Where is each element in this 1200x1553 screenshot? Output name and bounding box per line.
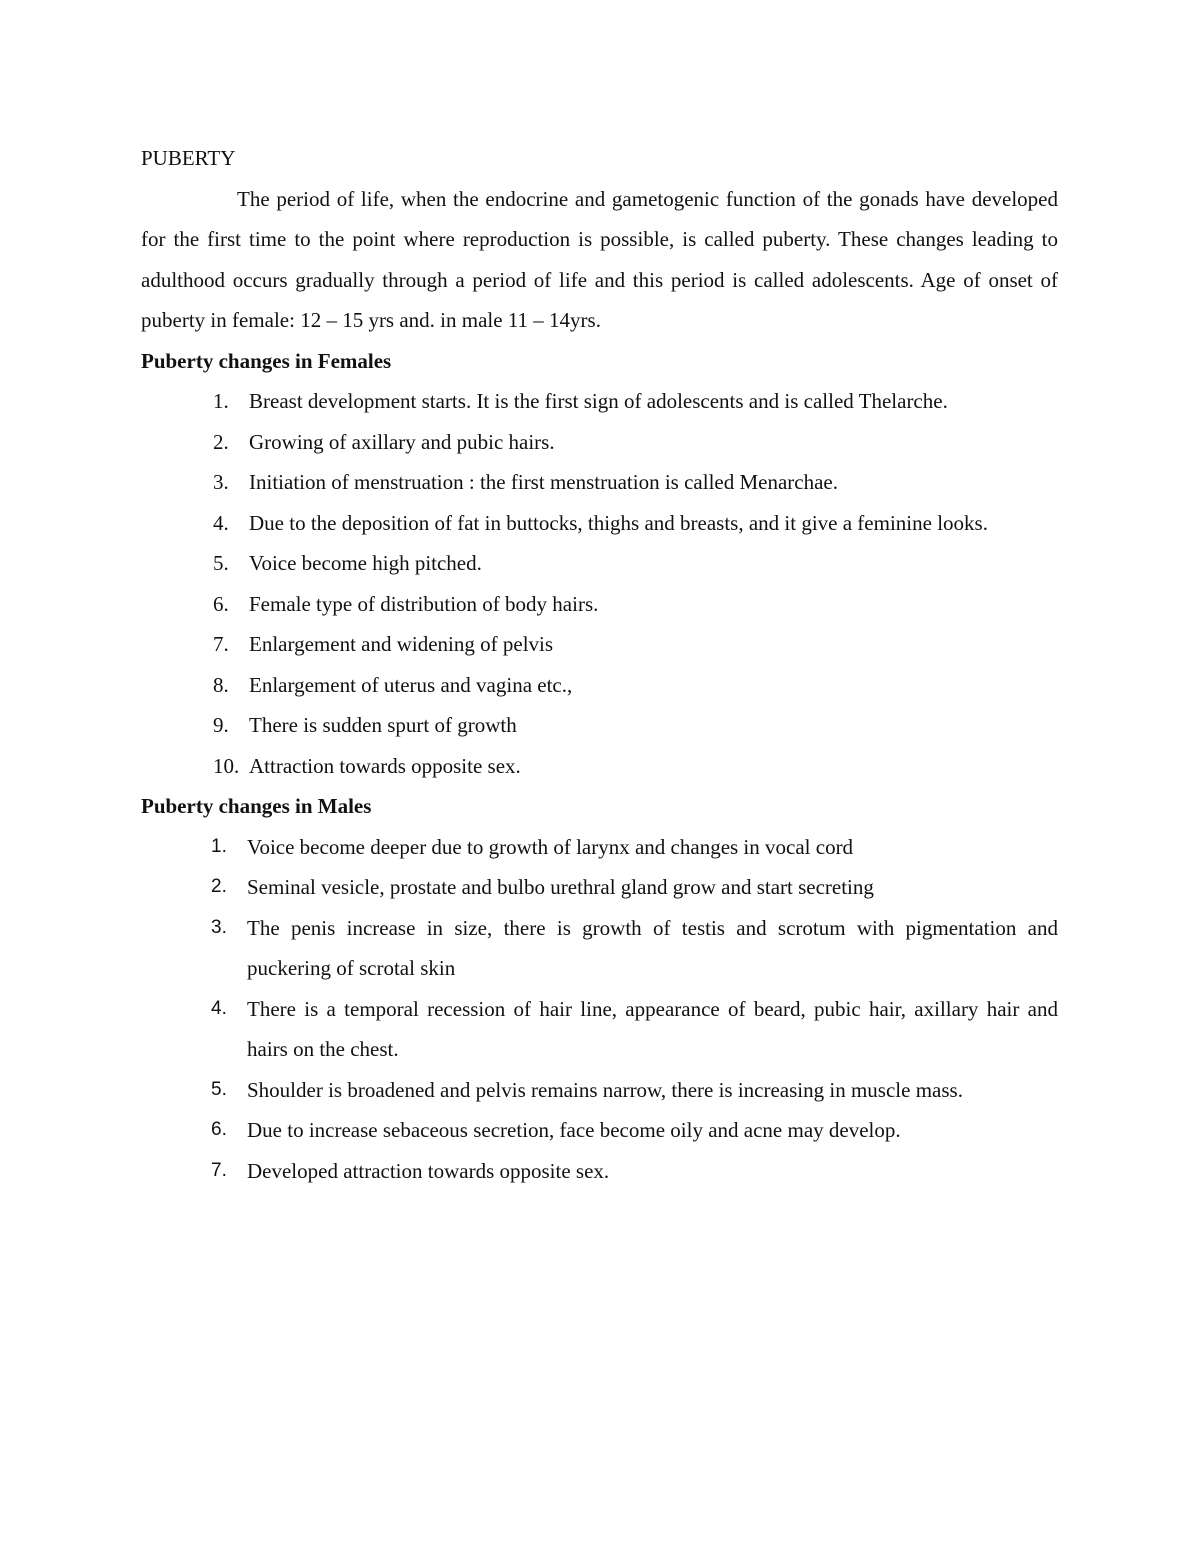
intro-paragraph: The period of life, when the endocrine and gametogenic function of the gonads have developed for the first time to the point where reproduction is possible, is called puberty. These changes leading to adulthood occurs gradually through a period of life and this period is called adolescents. Age of onset of puberty in female: 12 – 15 yrs and. in male 11 – 14yrs. — [141, 186, 1058, 332]
males-heading: Puberty changes in Males — [141, 794, 372, 818]
list-item — [141, 867, 1058, 908]
list-item — [141, 584, 1058, 625]
list-item-text: There is sudden spurt of growth — [249, 713, 517, 737]
list-item-number: 1. — [213, 389, 229, 413]
list-item-text: Breast development starts. It is the first sign of adolescents and is called Thelarche. — [249, 389, 948, 413]
females-list — [141, 381, 1058, 786]
list-item-number: 9. — [213, 713, 229, 737]
list-item-text: Enlargement of uterus and vagina etc., — [249, 672, 573, 697]
list-item-number: 5. — [213, 551, 229, 575]
list-item-text: There is a temporal recession of hair line, appearance of beard, pubic hair, axillary hair and hairs on the chest. — [247, 996, 1058, 1061]
list-item-number: 8. — [213, 672, 229, 697]
list-item-number: 1. — [211, 835, 227, 857]
list-item — [141, 624, 1058, 665]
list-item-number: 2. — [213, 429, 229, 454]
list-item-text: The penis increase in size, there is growth of testis and scrotum with pigmentation and puckering of scrotal skin — [247, 915, 1058, 980]
list-item — [141, 705, 1058, 746]
list-item-text: Developed attraction towards opposite sex. — [247, 1158, 610, 1183]
list-item-text: Female type of distribution of body hairs. — [249, 591, 599, 616]
list-item-text: Growing of axillary and pubic hairs. — [249, 429, 555, 454]
list-item-text: Voice become deeper due to growth of larynx and changes in vocal cord — [247, 834, 854, 859]
list-item-text: Seminal vesicle, prostate and bulbo urethral gland grow and start secreting — [247, 875, 874, 899]
list-item-text: Initiation of menstruation : the first menstruation is called Menarchae. — [249, 470, 838, 494]
list-item-number: 6. — [213, 591, 229, 616]
list-item-number: 2. — [211, 876, 227, 897]
list-item-number: 6. — [211, 1119, 227, 1140]
list-item — [141, 1070, 1058, 1111]
list-item-number: 10. — [213, 753, 240, 778]
list-item-number: 7. — [211, 1159, 227, 1181]
list-item-text: Enlargement and widening of pelvis — [249, 632, 554, 656]
list-item-text: Shoulder is broadened and pelvis remains narrow, there is increasing in muscle mass. — [247, 1077, 963, 1102]
list-item — [141, 665, 1058, 706]
list-item-number: 3. — [213, 470, 229, 494]
list-item-number: 5. — [211, 1078, 227, 1100]
list-item — [141, 989, 1058, 1070]
list-item-text: Attraction towards opposite sex. — [249, 753, 521, 778]
list-item-number: 4. — [211, 997, 227, 1019]
list-item — [141, 746, 1058, 787]
list-item — [141, 503, 1058, 544]
list-item-number: 4. — [213, 510, 229, 535]
list-item — [141, 422, 1058, 463]
list-item-number: 3. — [211, 916, 227, 938]
list-item-text: Voice become high pitched. — [249, 551, 482, 575]
list-item — [141, 462, 1058, 503]
list-item — [141, 1110, 1058, 1151]
document-body — [141, 138, 1058, 1191]
list-item-text: Due to increase sebaceous secretion, face become oily and acne may develop. — [247, 1118, 901, 1142]
list-item-text: Due to the deposition of fat in buttocks, thighs and breasts, and it give a feminine looks. — [249, 510, 988, 535]
list-item — [141, 827, 1058, 868]
document-title: PUBERTY — [141, 146, 236, 170]
list-item — [141, 1151, 1058, 1192]
list-item — [141, 381, 1058, 422]
list-item — [141, 908, 1058, 989]
list-item — [141, 543, 1058, 584]
females-heading: Puberty changes in Females — [141, 348, 392, 373]
males-list — [141, 827, 1058, 1192]
list-item-number: 7. — [213, 632, 229, 656]
